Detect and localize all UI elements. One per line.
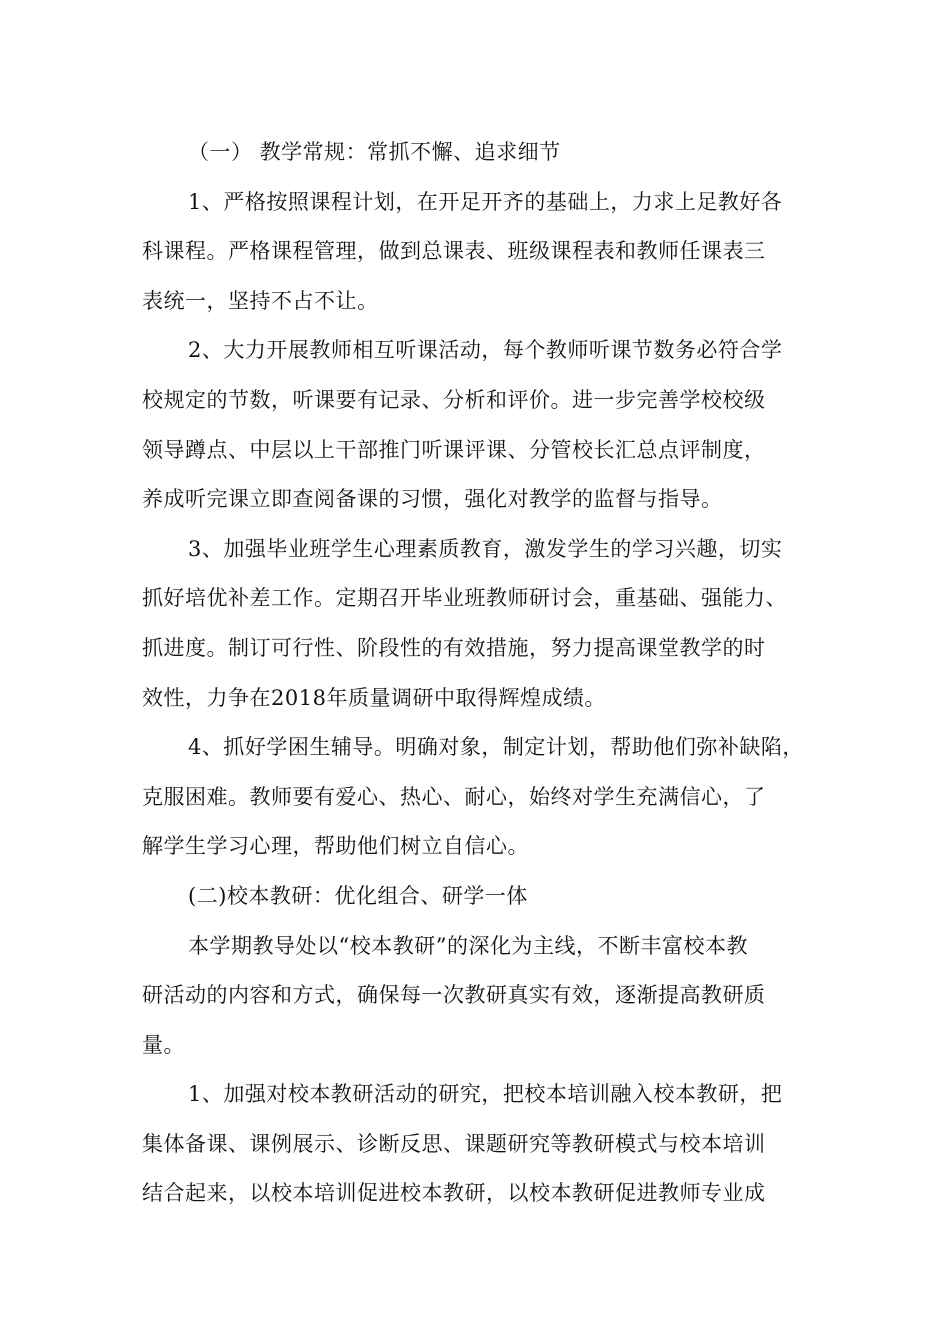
text-line: 1、加强对校本教研活动的研究，把校本培训融入校本教研，把 — [188, 1082, 783, 1107]
text-line: 研活动的内容和方式，确保每一次教研真实有效，逐渐提高教研质 — [142, 983, 766, 1008]
text-line: （一） 教学常规：常抓不懈、追求细节 — [188, 140, 561, 164]
text-line: 校规定的节数，听课要有记录、分析和评价。进一步完善学校校级 — [142, 387, 766, 412]
text-line: 解学生学习心理，帮助他们树立自信心。 — [142, 834, 529, 859]
paragraph-research-activities — [142, 1070, 812, 1219]
paragraph-course-plan — [142, 178, 812, 327]
text-line: 抓好培优补差工作。定期召开毕业班教师研讨会，重基础、强能力、 — [142, 586, 787, 611]
text-line: 克服困难。教师要有爱心、热心、耐心，始终对学生充满信心，了 — [142, 784, 766, 809]
text-line: 结合起来，以校本培训促进校本教研，以校本教研促进教师专业成 — [142, 1181, 766, 1206]
text-line: 领导蹲点、中层以上干部推门听课评课、分管校长汇总点评制度， — [142, 437, 766, 462]
text-line: 养成听完课立即查阅备课的习惯，强化对教学的监督与指导。 — [142, 487, 723, 512]
text-line: 3、加强毕业班学生心理素质教育，激发学生的学习兴趣，切实 — [188, 536, 783, 561]
paragraph-graduating-class — [142, 525, 812, 723]
section-heading-teaching-routine — [142, 128, 812, 178]
text-line: 科课程。严格课程管理，做到总课表、班级课程表和教师任课表三 — [142, 239, 766, 264]
paragraph-research-mainline — [142, 922, 812, 1071]
text-line: 效性，力争在2018年质量调研中取得辉煌成绩。 — [142, 685, 606, 710]
text-line: 抓进度。制订可行性、阶段性的有效措施，努力提高课堂教学的时 — [142, 635, 766, 660]
document-body — [142, 128, 812, 1219]
text-line: 表统一，坚持不占不让。 — [142, 288, 379, 313]
text-line: (二)校本教研：优化组合、研学一体 — [188, 883, 528, 908]
text-line: 4、抓好学困生辅导。明确对象，制定计划，帮助他们弥补缺陷， — [188, 735, 804, 760]
paragraph-lesson-observation — [142, 326, 812, 524]
section-heading-school-research — [142, 872, 812, 922]
text-line: 2、大力开展教师相互听课活动，每个教师听课节数务必符合学 — [188, 338, 783, 363]
text-line: 本学期教导处以“校本教研”的深化为主线，不断丰富校本教 — [188, 933, 748, 958]
text-line: 量。 — [142, 1032, 185, 1057]
paragraph-struggling-students — [142, 723, 812, 872]
text-line: 集体备课、课例展示、诊断反思、课题研究等教研模式与校本培训 — [142, 1131, 766, 1156]
text-line: 1、严格按照课程计划，在开足开齐的基础上，力求上足教好各 — [188, 189, 783, 214]
